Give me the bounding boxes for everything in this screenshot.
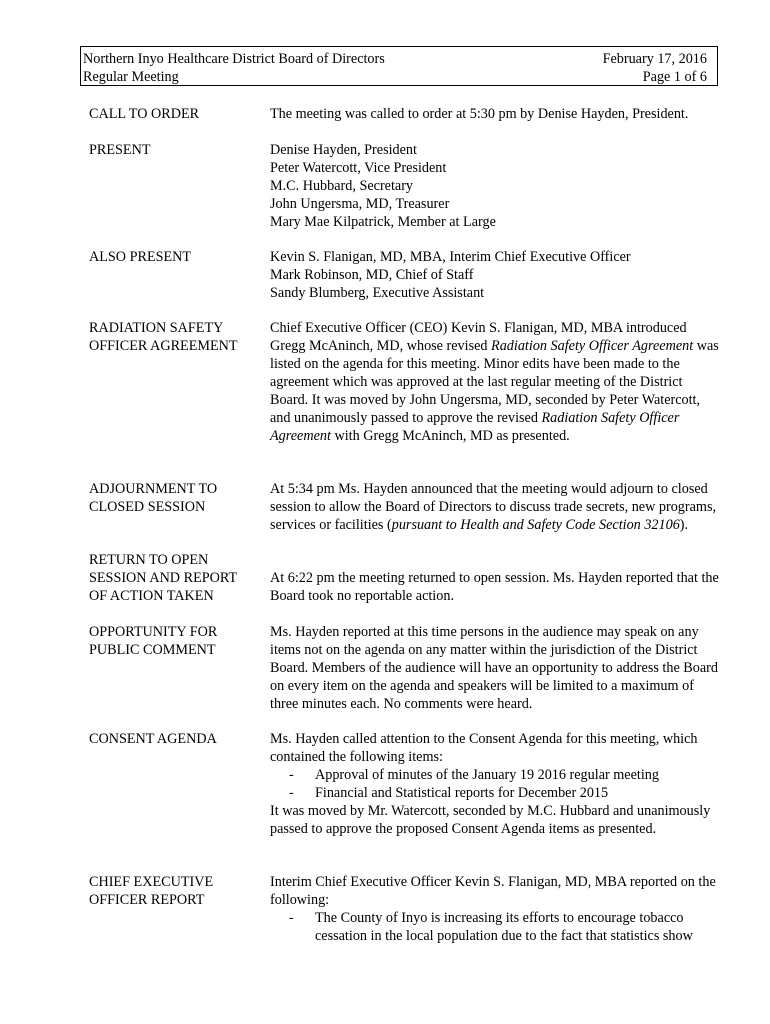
- section-label-consent-agenda: CONSENT AGENDA: [89, 731, 217, 747]
- document-header: [80, 46, 718, 86]
- attendee: Peter Watercott, Vice President: [270, 160, 447, 176]
- attendee: Denise Hayden, President: [270, 142, 417, 158]
- section-body-also-present: [270, 248, 720, 302]
- section-body-ceo-report: Interim Chief Executive Officer Kevin S. Flanigan, MD, MBA reported on the following: - The County of Inyo is increasing its efforts to encourage tobacco cessation in the local population due to the fact that statistics show: [270, 873, 720, 945]
- section-body-radiation-safety: Chief Executive Officer (CEO) Kevin S. Flanigan, MD, MBA introduced Gregg McAninch, MD, whose revised Radiation Safety Officer Agreement was listed on the agenda for this meeting. Minor edits have been made to the agreement which was approved at the last regular meeting of the District Board. It was moved by John Ungersma, MD, seconded by Peter Watercott, and unanimously passed to approve the revised Radiation Safety Officer Agreement with Gregg McAninch, MD as presented.: [270, 320, 719, 444]
- section-label-also-present: ALSO PRESENT: [89, 249, 192, 265]
- list-item: - The County of Inyo is increasing its efforts to encourage tobacco cessation in the local population due to the fact that statistics show: [289, 910, 693, 944]
- section-label-radiation-safety: RADIATION SAFETY OFFICER AGREEMENT: [89, 320, 238, 354]
- attendee: Mark Robinson, MD, Chief of Staff: [270, 267, 474, 283]
- list-item: - Approval of minutes of the January 19 2016 regular meeting: [289, 767, 659, 783]
- list-item: - Financial and Statistical reports for December 2015: [289, 785, 609, 801]
- section-body-public-comment: Ms. Hayden reported at this time persons in the audience may speak on any items not on the agenda on any matter within the jurisdiction of the District Board. Members of the audience will have an opportunity to address the Board on every item on the agenda and speakers will be limited to a maximum of three minutes each. No comments were heard.: [270, 624, 718, 712]
- meeting-date: February 17, 2016: [602, 51, 707, 67]
- section-label-return-to-open-session: RETURN TO OPEN SESSION AND REPORT OF ACTION TAKEN: [89, 552, 238, 604]
- attendee: Mary Mae Kilpatrick, Member at Large: [270, 214, 496, 230]
- attendee: M.C. Hubbard, Secretary: [270, 178, 414, 194]
- section-body-adjournment: At 5:34 pm Ms. Hayden announced that the meeting would adjourn to closed session to allow the Board of Directors to discuss trade secrets, new programs, services or facilities (pursuant to Health and Safety Code Section 32106).: [270, 481, 717, 533]
- section-body-call-to-order: The meeting was called to order at 5:30 pm by Denise Hayden, President.: [270, 106, 689, 122]
- section-label-present: PRESENT: [89, 142, 151, 158]
- organization-name: Northern Inyo Healthcare District Board of Directors: [83, 51, 385, 67]
- meeting-type: Regular Meeting: [83, 69, 179, 85]
- section-label-public-comment: OPPORTUNITY FOR PUBLIC COMMENT: [89, 624, 218, 658]
- section-body-consent-agenda: Ms. Hayden called attention to the Consent Agenda for this meeting, which contained the following items: - Approval of minutes of the January 19 2016 regular meeting - Financial and Statistical reports for December 2015 It was moved by Mr. Watercott, seconded by M.C. Hubbard and unanimously passed to approve the proposed Consent Agenda items as presented.: [270, 730, 720, 838]
- attendee: John Ungersma, MD, Treasurer: [270, 196, 450, 212]
- section-body-present: [270, 141, 720, 231]
- section-label-ceo-report: CHIEF EXECUTIVE OFFICER REPORT: [89, 874, 214, 908]
- section-body-return-to-open-session: At 6:22 pm the meeting returned to open session. Ms. Hayden reported that the Board took no reportable action.: [270, 570, 719, 604]
- section-label-call-to-order: CALL TO ORDER: [89, 106, 200, 122]
- attendee: Kevin S. Flanigan, MD, MBA, Interim Chief Executive Officer: [270, 249, 631, 265]
- section-label-adjournment: ADJOURNMENT TO CLOSED SESSION: [89, 481, 218, 515]
- attendee: Sandy Blumberg, Executive Assistant: [270, 285, 485, 301]
- page-number: Page 1 of 6: [642, 69, 707, 85]
